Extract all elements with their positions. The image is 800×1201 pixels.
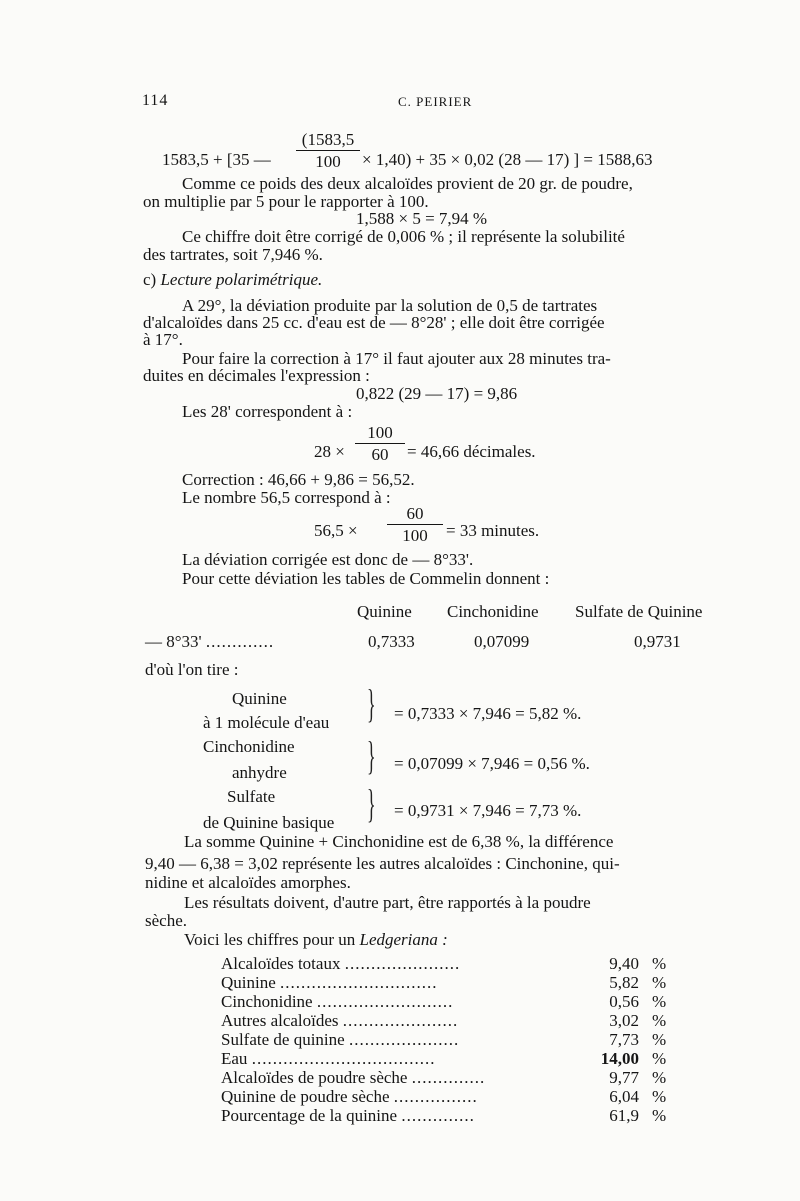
section-c-heading (143, 271, 322, 288)
paragraph-1-line-1: Comme ce poids des deux alcaloïdes provient de 20 gr. de poudre, (182, 174, 633, 193)
ledgeriana-unit-2: % (652, 992, 667, 1011)
ledgeriana-label-8: Pourcentage de la quinine (221, 1106, 398, 1125)
ledgeriana-dots-8: .............. (401, 1106, 475, 1125)
ledgeriana-dots-2: .......................... (316, 992, 454, 1011)
paragraph-11-line-2: 9,40 — 6,38 = 3,02 représente les autres alcaloïdes : Cinchonine, qui- (145, 854, 620, 873)
formula-1-numerator: (1583,5 (296, 131, 360, 151)
table-row-label (221, 1050, 435, 1067)
result-3-brace: } (367, 781, 376, 826)
formula-1-prefix: 1583,5 + [35 — (162, 150, 271, 169)
ledgeriana-value-6: 9,77 (609, 1068, 639, 1087)
formula-1-denominator: 100 (315, 152, 341, 171)
ledgeriana-dots-7: ................ (393, 1087, 478, 1106)
table-row-label (221, 955, 460, 972)
paragraph-9: Pour cette déviation les tables de Commelin donnent : (182, 569, 550, 588)
paragraph-8: La déviation corrigée est donc de — 8°33'. (182, 550, 474, 569)
table-row-label (221, 1031, 459, 1048)
ledgeriana-value-4: 7,73 (609, 1030, 639, 1049)
ledgeriana-dots-1: .............................. (280, 973, 438, 992)
table-row-label (221, 1012, 458, 1029)
ledgeriana-unit-1: % (652, 973, 667, 992)
ledgeriana-label-4: Sulfate de quinine (221, 1030, 345, 1049)
commelin-header-cinchonidine: Cinchonidine (447, 602, 539, 621)
commelin-row-deviation: — 8°33' (145, 632, 202, 651)
formula-1-suffix: × 1,40) + 35 × 0,02 (28 — 17) ] = 1588,63 (362, 150, 653, 169)
ledgeriana-dots-0: ...................... (344, 954, 461, 973)
result-2-expression: = 0,07099 × 7,946 = 0,56 %. (394, 754, 590, 773)
paragraph-12-line-2: sèche. (145, 911, 188, 930)
ledgeriana-label-3: Autres alcaloïdes (221, 1011, 339, 1030)
commelin-row-label (145, 633, 274, 650)
formula-4-prefix: 28 × (314, 442, 345, 461)
paragraph-2-line-1: Ce chiffre doit être corrigé de 0,006 % ; il représente la solubilité (182, 227, 625, 246)
paragraph-3-line-3: à 17°. (143, 330, 183, 349)
paragraph-4-line-1: Pour faire la correction à 17° il faut ajouter aux 28 minutes tra- (182, 349, 611, 368)
ledgeriana-unit-5: % (652, 1049, 667, 1068)
result-3-label-1: Sulfate (227, 787, 276, 806)
ledgeriana-value-2: 0,56 (609, 992, 639, 1011)
formula-5-prefix: 56,5 × (314, 521, 358, 540)
ledgeriana-value-8: 61,9 (609, 1106, 639, 1125)
ledgeriana-value-5: 14,00 (600, 1049, 639, 1068)
ledgeriana-unit-8: % (652, 1106, 667, 1125)
result-1-label-2: à 1 molécule d'eau (203, 713, 330, 732)
ledgeriana-label-0: Alcaloïdes totaux (221, 954, 341, 973)
ledgeriana-unit-4: % (652, 1030, 667, 1049)
paragraph-1-line-2: on multiplie par 5 pour le rapporter à 100. (143, 192, 429, 211)
formula-5-numerator: 60 (387, 505, 443, 525)
ledgeriana-label-1: Quinine (221, 973, 276, 992)
ledgeriana-label-7: Quinine de poudre sèche (221, 1087, 390, 1106)
result-1-brace: } (367, 681, 376, 726)
ledgeriana-value-1: 5,82 (609, 973, 639, 992)
ledgeriana-unit-7: % (652, 1087, 667, 1106)
paragraph-11-line-3: nidine et alcaloïdes amorphes. (145, 873, 351, 892)
ledgeriana-dots-6: .............. (411, 1068, 486, 1087)
formula-5-suffix: = 33 minutes. (446, 521, 540, 540)
result-1-expression: = 0,7333 × 7,946 = 5,82 %. (394, 704, 582, 723)
ledgeriana-unit-0: % (652, 954, 667, 973)
formula-1-fraction (296, 131, 360, 170)
formula-4-denominator: 60 (371, 445, 389, 464)
result-1-label-1: Quinine (232, 689, 287, 708)
ledgeriana-label-6: Alcaloïdes de poudre sèche (221, 1068, 408, 1087)
result-3-expression: = 0,9731 × 7,946 = 7,73 %. (394, 801, 582, 820)
result-3-label-2: de Quinine basique (203, 813, 335, 832)
table-row-label (221, 1069, 485, 1086)
commelin-row-dots: ............. (205, 632, 275, 651)
ledgeriana-dots-4: ..................... (348, 1030, 460, 1049)
paragraph-13 (184, 931, 448, 948)
paragraph-10: d'où l'on tire : (145, 660, 239, 679)
formula-4-numerator: 100 (355, 424, 405, 444)
ledgeriana-value-3: 3,02 (609, 1011, 639, 1030)
section-c-title: Lecture polarimétrique. (160, 270, 323, 289)
section-c-prefix: c) (143, 270, 157, 289)
equation-3: 0,822 (29 — 17) = 9,86 (356, 384, 518, 403)
ledgeriana-dots-5: ................................... (251, 1049, 436, 1068)
formula-4-suffix: = 46,66 décimales. (407, 442, 536, 461)
equation-2: 1,588 × 5 = 7,94 % (356, 209, 488, 228)
paragraph-6: Correction : 46,66 + 9,86 = 56,52. (182, 470, 415, 489)
commelin-value-quinine: 0,7333 (368, 632, 415, 651)
commelin-value-sulfate: 0,9731 (634, 632, 681, 651)
result-2-brace: } (367, 733, 376, 778)
table-row-label (221, 974, 438, 991)
ledgeriana-label-5: Eau (221, 1049, 248, 1068)
paragraph-13-variety: Ledgeriana : (359, 930, 448, 949)
paragraph-13-prefix: Voici les chiffres pour un (184, 930, 356, 949)
ledgeriana-unit-3: % (652, 1011, 667, 1030)
commelin-header-sulfate: Sulfate de Quinine (575, 602, 703, 621)
ledgeriana-dots-3: ...................... (342, 1011, 459, 1030)
result-2-label-1: Cinchonidine (203, 737, 295, 756)
result-2-label-2: anhydre (232, 763, 287, 782)
paragraph-4-line-2: duites en décimales l'expression : (143, 366, 370, 385)
table-row-label (221, 993, 453, 1010)
commelin-value-cinchonidine: 0,07099 (474, 632, 530, 651)
running-title: C. PEIRIER (398, 94, 473, 109)
paragraph-12-line-1: Les résultats doivent, d'autre part, être rapportés à la poudre (184, 893, 591, 912)
ledgeriana-value-7: 6,04 (609, 1087, 639, 1106)
page-number: 114 (142, 92, 169, 109)
table-row-label (221, 1088, 478, 1105)
ledgeriana-label-2: Cinchonidine (221, 992, 313, 1011)
paragraph-3-line-1: A 29°, la déviation produite par la solution de 0,5 de tartrates (182, 296, 598, 315)
ledgeriana-unit-6: % (652, 1068, 667, 1087)
ledgeriana-value-0: 9,40 (609, 954, 639, 973)
paragraph-11-line-1: La somme Quinine + Cinchonidine est de 6,38 %, la différence (184, 832, 614, 851)
table-row-label (221, 1107, 475, 1124)
paragraph-5: Les 28' correspondent à : (182, 402, 353, 421)
paragraph-2-line-2: des tartrates, soit 7,946 %. (143, 245, 323, 264)
commelin-header-quinine: Quinine (357, 602, 412, 621)
formula-5-fraction (387, 505, 443, 544)
paragraph-3-line-2: d'alcaloïdes dans 25 cc. d'eau est de — 8°28' ; elle doit être corrigée (143, 313, 605, 332)
formula-5-denominator: 100 (402, 526, 428, 545)
paragraph-7: Le nombre 56,5 correspond à : (182, 488, 391, 507)
formula-4-fraction (355, 424, 405, 463)
